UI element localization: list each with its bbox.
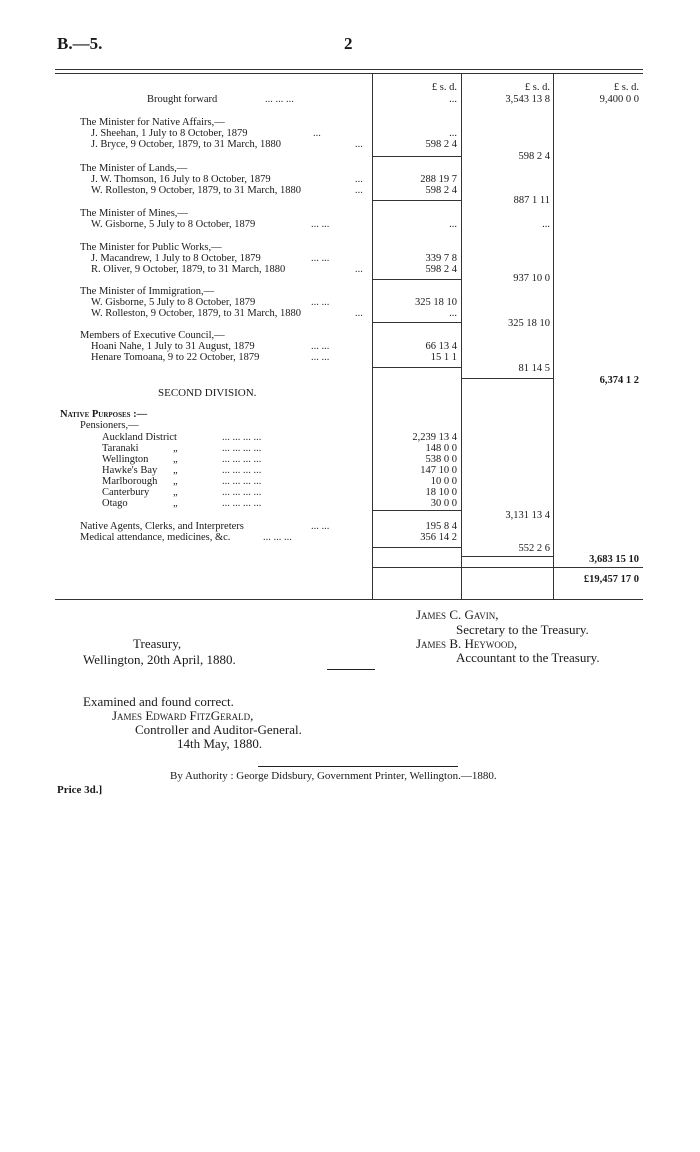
pensioner-district: Wellington bbox=[102, 454, 149, 465]
lands-line2: W. Rolleston, 9 October, 1879, to 31 March, 1880 bbox=[91, 185, 302, 196]
subtotal-rule bbox=[373, 322, 461, 323]
grand-total-rule bbox=[373, 567, 643, 568]
leader-dots: ... bbox=[355, 174, 363, 185]
native-affairs-line2: J. Bryce, 9 October, 1879, to 31 March, 1880 bbox=[91, 139, 281, 150]
col1-currency-header: £ s. d. bbox=[431, 82, 457, 93]
public-works-subtotal: 937 10 0 bbox=[513, 273, 550, 284]
brought-forward-col1: ... bbox=[449, 94, 457, 105]
public-works-line2: R. Oliver, 9 October, 1879, to 31 March, 1880 bbox=[91, 264, 286, 275]
ditto-mark: „ bbox=[173, 465, 178, 476]
native-agents-value: 195 8 4 bbox=[425, 521, 457, 532]
immigration-line2: W. Rolleston, 9 October, 1879, to 31 March, 1880 bbox=[91, 308, 302, 319]
mines-subtotal: ... bbox=[542, 219, 550, 230]
pensioner-district: Taranaki bbox=[102, 443, 139, 454]
ditto-mark: „ bbox=[173, 498, 178, 509]
native-affairs-subtotal: 598 2 4 bbox=[518, 151, 550, 162]
medical-attendance-label: Medical attendance, medicines, &c. bbox=[80, 532, 231, 543]
leader-dots: ... ... ... ... bbox=[222, 443, 262, 454]
second-division-heading: SECOND DIVISION. bbox=[158, 387, 257, 399]
leader-dots: ... ... ... bbox=[263, 532, 292, 543]
date-line: Wellington, 20th April, 1880. bbox=[83, 652, 236, 667]
pensioner-district: Hawke's Bay bbox=[102, 465, 158, 476]
public-works-line1-value: 339 7 8 bbox=[425, 253, 457, 264]
pensioner-district: Marlborough bbox=[102, 476, 158, 487]
executive-council-line2: Henare Tomoana, 9 to 22 October, 1879 bbox=[91, 352, 260, 363]
public-works-heading: The Minister for Public Works,— bbox=[80, 242, 222, 253]
leader-dots: ... ... ... ... bbox=[222, 454, 262, 465]
medical-subtotal: 552 2 6 bbox=[518, 543, 550, 554]
pensioner-amount: 147 10 0 bbox=[420, 465, 457, 476]
executive-council-heading: Members of Executive Council,— bbox=[80, 330, 225, 341]
immigration-line1: W. Gisborne, 5 July to 8 October, 1879 bbox=[91, 297, 256, 308]
subtotal-rule bbox=[373, 279, 461, 280]
column-divider bbox=[372, 73, 373, 599]
grand-total: £19,457 17 0 bbox=[583, 574, 639, 585]
mines-line1-value: ... bbox=[449, 219, 457, 230]
pensioner-amount: 18 10 0 bbox=[425, 487, 457, 498]
column-divider bbox=[553, 73, 554, 599]
brought-forward-col3: 9,400 0 0 bbox=[599, 94, 639, 105]
ditto-mark: „ bbox=[173, 476, 178, 487]
place-line: Treasury, bbox=[133, 636, 182, 651]
auditor-title: Controller and Auditor-General. bbox=[135, 722, 302, 737]
leader-dots: ... ... bbox=[311, 253, 330, 264]
pensioner-amount: 30 0 0 bbox=[430, 498, 457, 509]
ditto-mark: „ bbox=[173, 454, 178, 465]
auditor-name: James Edward FitzGerald, bbox=[112, 708, 254, 723]
leader-dots: ... bbox=[355, 185, 363, 196]
lands-subtotal: 887 1 11 bbox=[513, 195, 550, 206]
price-note: Price 3d.] bbox=[57, 784, 103, 796]
executive-council-line1-value: 66 13 4 bbox=[425, 341, 457, 352]
col3-currency-header: £ s. d. bbox=[613, 82, 639, 93]
immigration-heading: The Minister of Immigration,— bbox=[80, 286, 215, 297]
native-purposes-heading: Native Purposes :— bbox=[60, 409, 148, 420]
accounts-table bbox=[55, 69, 643, 600]
audit-statement: Examined and found correct. bbox=[83, 694, 234, 709]
native-affairs-heading: The Minister for Native Affairs,— bbox=[80, 117, 225, 128]
mines-line1: W. Gisborne, 5 July to 8 October, 1879 bbox=[91, 219, 256, 230]
lands-line2-value: 598 2 4 bbox=[425, 185, 457, 196]
executive-council-subtotal: 81 14 5 bbox=[518, 363, 550, 374]
imprint-rule bbox=[258, 766, 458, 767]
pensioners-subtotal: 3,131 13 4 bbox=[505, 510, 550, 521]
column-divider bbox=[461, 73, 462, 599]
signatory-heywood: James B. Heywood, bbox=[416, 636, 518, 651]
subtotal-rule bbox=[373, 156, 461, 157]
brought-forward-label: Brought forward bbox=[147, 94, 218, 105]
lands-heading: The Minister of Lands,— bbox=[80, 163, 188, 174]
lands-line1: J. W. Thomson, 16 July to 8 October, 1879 bbox=[91, 174, 271, 185]
col2-currency-header: £ s. d. bbox=[524, 82, 550, 93]
pensioner-district: Auckland District bbox=[102, 432, 177, 443]
leader-dots: ... ... ... ... bbox=[222, 487, 262, 498]
leader-dots: ... bbox=[313, 128, 321, 139]
subtotal-rule bbox=[373, 547, 461, 548]
subtotal-rule bbox=[462, 556, 553, 557]
page-number: 2 bbox=[344, 34, 353, 53]
leader-dots: ... ... bbox=[311, 341, 330, 352]
immigration-line1-value: 325 18 10 bbox=[415, 297, 457, 308]
subtotal-rule bbox=[373, 367, 461, 368]
pensioner-amount: 148 0 0 bbox=[425, 443, 457, 454]
signatory-heywood-title: Accountant to the Treasury. bbox=[456, 650, 600, 665]
native-affairs-line1: J. Sheehan, 1 July to 8 October, 1879 bbox=[91, 128, 248, 139]
immigration-subtotal: 325 18 10 bbox=[508, 318, 550, 329]
pensioner-amount: 538 0 0 bbox=[425, 454, 457, 465]
executive-council-line2-value: 15 1 1 bbox=[430, 352, 457, 363]
leader-dots: ... ... ... ... bbox=[222, 476, 262, 487]
leader-dots: ... ... bbox=[311, 521, 330, 532]
table-top-rule bbox=[55, 73, 643, 74]
ditto-mark: „ bbox=[173, 487, 178, 498]
lands-line1-value: 288 19 7 bbox=[420, 174, 457, 185]
brought-forward-col2: 3,543 13 8 bbox=[505, 94, 550, 105]
audit-date: 14th May, 1880. bbox=[177, 736, 263, 751]
signatory-gavin: James C. Gavin, bbox=[416, 607, 499, 622]
subtotal-rule bbox=[373, 510, 461, 511]
pensioner-district: Otago bbox=[102, 498, 128, 509]
leader-dots: ... bbox=[355, 264, 363, 275]
leader-dots: ... bbox=[355, 308, 363, 319]
subtotal-rule bbox=[373, 200, 461, 201]
medical-attendance-value: 356 14 2 bbox=[420, 532, 457, 543]
mines-heading: The Minister of Mines,— bbox=[80, 208, 188, 219]
public-works-line2-value: 598 2 4 bbox=[425, 264, 457, 275]
signatory-gavin-title: Secretary to the Treasury. bbox=[456, 622, 589, 637]
leader-dots: ... ... ... ... bbox=[222, 465, 262, 476]
leader-dots: ... ... bbox=[311, 219, 330, 230]
ditto-mark: „ bbox=[173, 443, 178, 454]
pensioner-district: Canterbury bbox=[102, 487, 150, 498]
printer-imprint: By Authority : George Didsbury, Government Printer, Wellington.—1880. bbox=[170, 770, 497, 782]
leader-dots: ... ... bbox=[311, 352, 330, 363]
first-division-total: 6,374 1 2 bbox=[599, 375, 639, 386]
leader-dots: ... bbox=[355, 139, 363, 150]
pensioners-heading: Pensioners,— bbox=[80, 420, 139, 431]
subtotal-rule bbox=[462, 378, 553, 379]
document-reference: B.—5. bbox=[57, 34, 103, 53]
public-works-line1: J. Macandrew, 1 July to 8 October, 1879 bbox=[91, 253, 261, 264]
executive-council-line1: Hoani Nahe, 1 July to 31 August, 1879 bbox=[91, 341, 255, 352]
pensioner-amount: 2,239 13 4 bbox=[412, 432, 457, 443]
native-agents-label: Native Agents, Clerks, and Interpreters bbox=[80, 521, 244, 532]
leader-dots: ... ... ... ... bbox=[222, 432, 262, 443]
leader-dots: ... ... ... bbox=[265, 94, 294, 105]
second-division-total: 3,683 15 10 bbox=[589, 554, 639, 565]
leader-dots: ... ... ... ... bbox=[222, 498, 262, 509]
immigration-line2-value: ... bbox=[449, 308, 457, 319]
native-affairs-line1-value: ... bbox=[449, 128, 457, 139]
pensioner-amount: 10 0 0 bbox=[430, 476, 457, 487]
native-affairs-line2-value: 598 2 4 bbox=[425, 139, 457, 150]
leader-dots: ... ... bbox=[311, 297, 330, 308]
section-divider bbox=[327, 669, 375, 670]
